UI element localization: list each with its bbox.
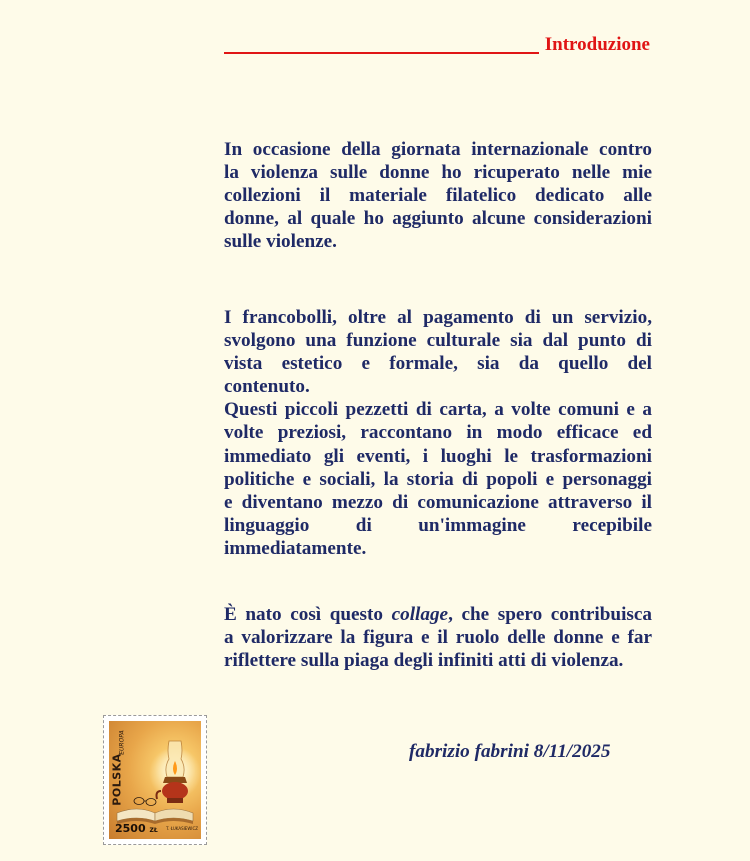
paragraph-stamps [224, 306, 652, 560]
stamp-artist: T. ŁUKASIEWICZ [166, 826, 198, 831]
text-line: svolgono una funzione culturale sia dal punto di [224, 330, 652, 352]
text-line: riflettere sulla piaga degli infiniti atti di violenza. [224, 650, 624, 672]
text-line: a valorizzare la figura e il ruolo delle donne e far [224, 627, 652, 649]
text-segment: È nato così questo [224, 604, 392, 625]
page-title: Introduzione [544, 34, 650, 55]
text-line: vista estetico e formale, sia da quello del [224, 353, 652, 375]
text-line: Questi piccoli pezzetti di carta, a volte comuni e a [224, 399, 652, 421]
postage-stamp [103, 715, 207, 845]
paragraph-intro [224, 138, 652, 253]
text-line [224, 603, 652, 626]
paragraph-collage [224, 603, 652, 672]
text-line: e diventano mezzo di comunicazione attraverso il [224, 491, 652, 513]
header-rule [224, 52, 539, 54]
text-line: contenuto. [224, 376, 310, 398]
text-line: collezioni il materiale filatelico dedicato alle [224, 185, 652, 207]
stamp-country: POLSKA [110, 753, 124, 806]
text-line: la violenza sulle donne ho ricuperato nelle mie [224, 162, 652, 184]
italic-word: collage [391, 604, 449, 625]
text-line: immediato gli eventi, i luoghi le trasformazioni [224, 445, 652, 467]
stamp-value-number: 2500 [115, 822, 146, 835]
author-signature: fabrizio fabrini 8/11/2025 [409, 741, 611, 762]
stamp-value [115, 822, 158, 835]
text-segment: , che spero contribuisca [448, 604, 653, 625]
text-line: I francobolli, oltre al pagamento di un servizio, [224, 307, 652, 328]
text-line: volte preziosi, raccontano in modo efficace ed [224, 422, 652, 444]
stamp-image [109, 721, 201, 839]
stamp-currency: ZŁ [149, 827, 158, 834]
text-line: sulle violenze. [224, 231, 337, 253]
text-line: In occasione della giornata internazionale contro [224, 139, 652, 160]
page-header [224, 34, 650, 58]
text-line: linguaggio di un'immagine recepibile [224, 514, 652, 536]
text-line: immediatamente. [224, 537, 367, 559]
stamp-series: EUROPA [118, 730, 126, 755]
text-line: politiche e sociali, la storia di popoli e personaggi [224, 468, 652, 490]
text-line: donne, al quale ho aggiunto alcune considerazioni [224, 208, 652, 230]
